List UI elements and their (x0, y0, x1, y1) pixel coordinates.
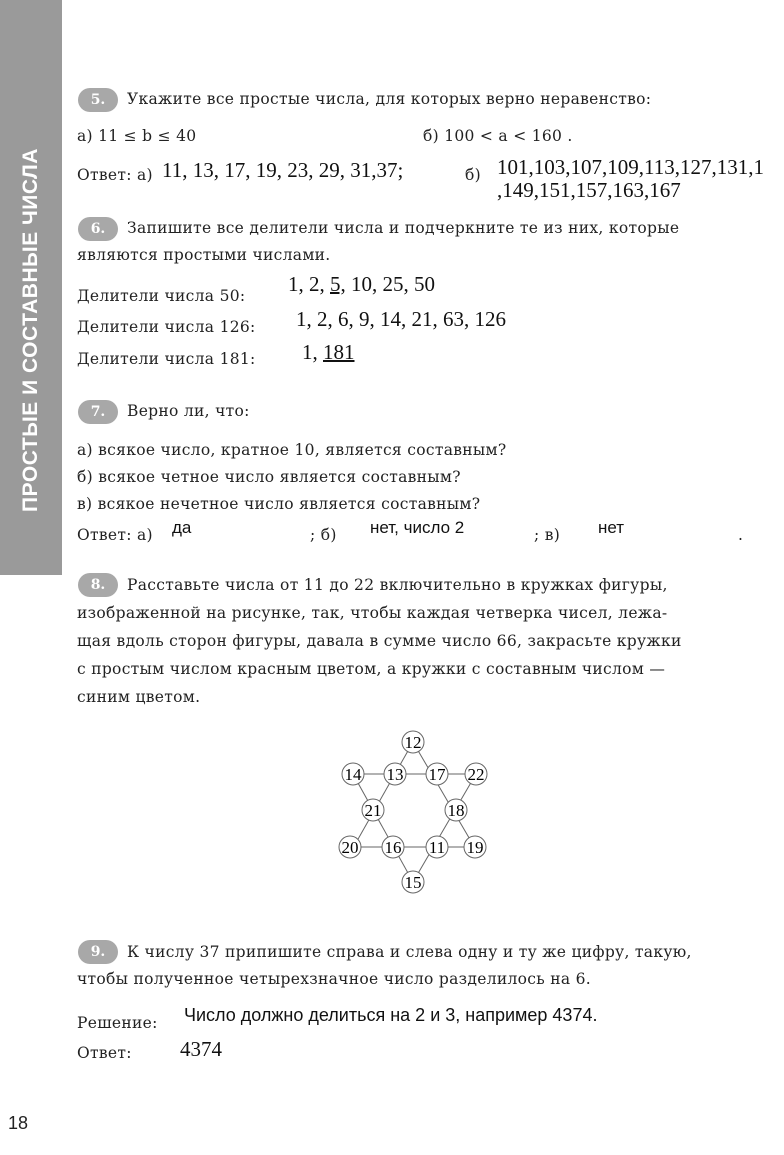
task5-text: Укажите все простые числа, для которых верно неравенство: (127, 90, 652, 108)
page-number: 18 (8, 1113, 29, 1133)
circle-number: 19 (466, 838, 484, 857)
chapter-sidebar (0, 0, 62, 575)
answer-value: 4374 (180, 1037, 222, 1061)
circle-number: 18 (447, 801, 465, 820)
circle-number: 14 (344, 765, 362, 784)
circle-number: 17 (428, 765, 446, 784)
task-number: 6. (78, 217, 118, 241)
task-number: 9. (78, 940, 118, 964)
divisors-126: 1, 2, 6, 9, 14, 21, 63, 126 (296, 307, 506, 331)
task8-line: изображенной на рисунке, так, чтобы каждая четверка чисел, лежа- (77, 604, 668, 622)
divisors-label: Делители числа 181: (77, 350, 256, 368)
answer-b: нет, число 2 (370, 518, 465, 537)
solution-text: Число должно делиться на 2 и 3, например 4374. (184, 1005, 598, 1025)
circle-number: 21 (364, 801, 382, 820)
task7-c: в) всякое нечетное число является составным? (77, 495, 481, 513)
answer-b-line1: 101,103,107,109,113,127,131,1 (497, 155, 764, 179)
task-number: 8. (78, 573, 118, 597)
sep-b: ; б) (310, 526, 337, 544)
answer-label: Ответ: а) (77, 166, 153, 184)
answer-c: нет (598, 518, 625, 537)
answer-a: да (172, 518, 192, 537)
answer-b-label: б) (465, 166, 481, 184)
period: . (738, 526, 744, 544)
answer-label: Ответ: (77, 1044, 132, 1062)
task7-a: а) всякое число, кратное 10, является составным? (77, 441, 507, 459)
circle-number: 15 (404, 873, 422, 892)
task8-line: Расставьте числа от 11 до 22 включительно в кружках фигуры, (127, 576, 668, 594)
task8-line: с простым числом красным цветом, а кружки с составным числом — (77, 660, 666, 678)
chapter-title: ПРОСТЫЕ И СОСТАВНЫЕ ЧИСЛА (19, 148, 42, 512)
circle-number: 11 (428, 838, 446, 857)
task5-a: а) 11 ≤ b ≤ 40 (77, 127, 197, 145)
divisors-label: Делители числа 50: (77, 287, 246, 305)
task-number: 5. (78, 88, 118, 112)
task6-line2: являются простыми числами. (77, 246, 331, 264)
task7-b: б) всякое четное число является составным? (77, 468, 461, 486)
solution-label: Решение: (77, 1014, 158, 1032)
task8-line: щая вдоль сторон фигуры, давала в сумме число 66, закрасьте кружки (77, 632, 682, 650)
circle-number: 16 (384, 838, 402, 857)
divisors-label: Делители числа 126: (77, 318, 256, 336)
circle-number: 20 (341, 838, 359, 857)
task9-line1: К числу 37 припишите справа и слева одну и ту же цифру, такую, (127, 943, 692, 961)
circle-number: 12 (404, 733, 422, 752)
task-number: 7. (78, 400, 118, 424)
task8-line: синим цветом. (77, 688, 201, 706)
answer-label: Ответ: а) (77, 526, 153, 544)
task6-line1: Запишите все делители числа и подчеркните те из них, которые (127, 219, 680, 237)
task9-line2: чтобы полученное четырехзначное число разделилось на 6. (77, 970, 591, 988)
circle-number: 22 (467, 765, 485, 784)
star-figure (320, 720, 520, 900)
task5-b: б) 100 < a < 160 . (423, 127, 573, 145)
answer-b-line2: ,149,151,157,163,167 (497, 178, 681, 202)
divisors-181: 1, 181 (302, 340, 355, 364)
answer-a: 11, 13, 17, 19, 23, 29, 31,37; (162, 158, 404, 182)
circle-number: 13 (386, 765, 404, 784)
divisors-50: 1, 2, 5, 10, 25, 50 (288, 272, 435, 296)
task7-text: Верно ли, что: (127, 402, 250, 420)
sep-c: ; в) (534, 526, 561, 544)
